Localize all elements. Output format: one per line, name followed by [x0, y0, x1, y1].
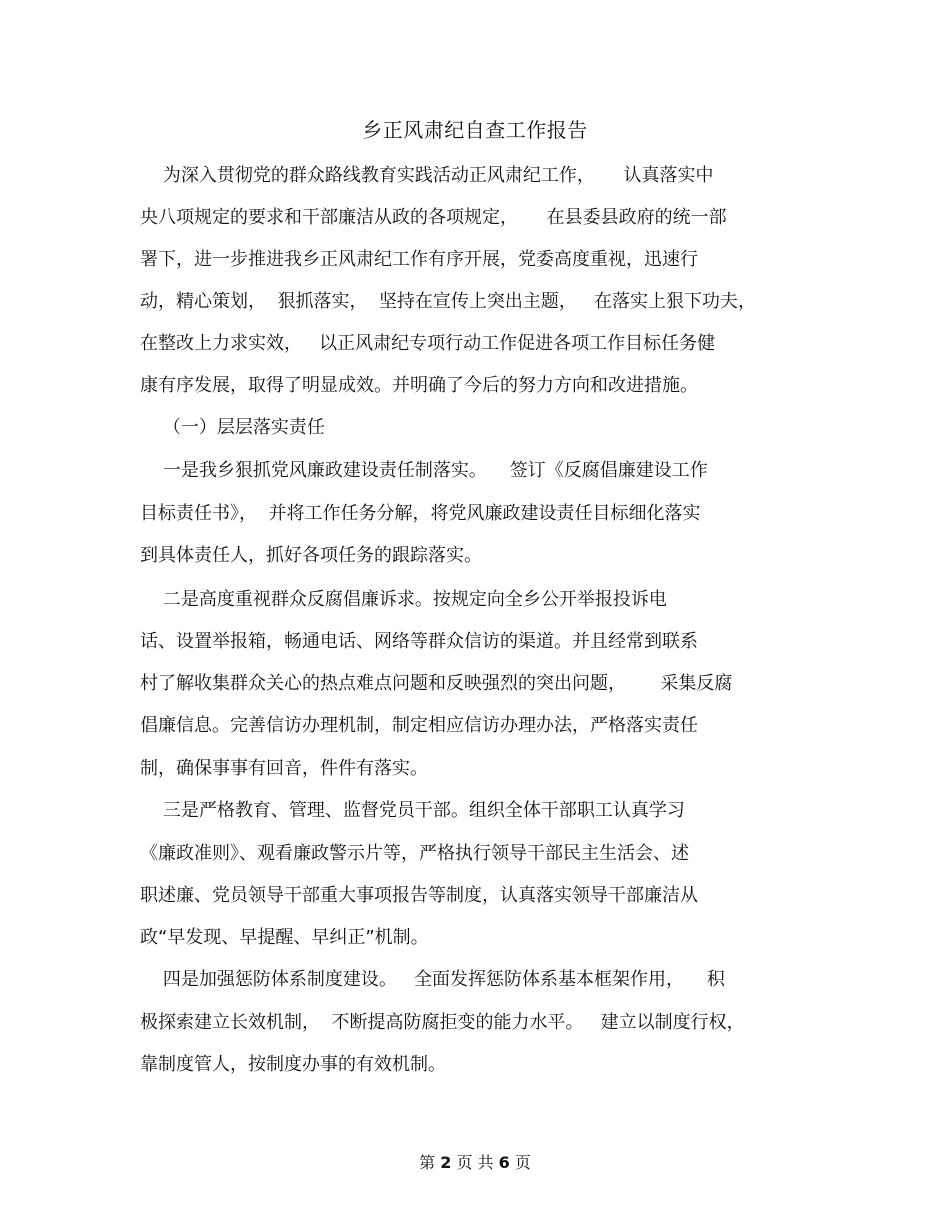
paragraph-line: 到具体责任人，抓好各项任务的跟踪落实。 — [140, 545, 482, 566]
paragraph-line: 政“早发现、早提醒、早纠正”机制。 — [140, 927, 429, 948]
paragraph-line: 制，确保事事有回音，件件有落实。 — [140, 758, 428, 779]
paragraph-line: 央八项规定的要求和干部廉洁从政的各项规定， 在县委县政府的统一部 — [140, 207, 727, 228]
paragraph-line: 话、设置举报箱，畅通电话、网络等群众信访的渠道。并且经常到联系 — [140, 631, 698, 652]
page-title: 乡正风肃纪自查工作报告 — [362, 118, 588, 142]
paragraph-line: 二是高度重视群众反腐倡廉诉求。按规定向全乡公开举报投诉电 — [140, 589, 667, 610]
paragraph-line: 为深入贯彻党的群众路线教育实践活动正风肃纪工作， 认真落实中 — [140, 165, 714, 186]
current-page-number: 2 — [440, 1153, 452, 1172]
paragraph-line: 《廉政准则》、观看廉政警示片等，严格执行领导干部民主生活会、述 — [140, 843, 689, 864]
footer-mid: 页 共 — [451, 1153, 499, 1172]
paragraph-line: 村了解收集群众关心的热点难点问题和反映强烈的突出问题， 采集反腐 — [140, 673, 733, 694]
footer-suffix: 页 — [509, 1153, 531, 1172]
paragraph-line: 极探索建立长效机制， 不断提高防腐拒变的能力水平。 建立以制度行权， — [140, 1012, 745, 1033]
paragraph-line: 倡廉信息。完善信访办理机制，制定相应信访办理办法，严格落实责任 — [140, 715, 698, 736]
paragraph-line: 四是加强惩防体系制度建设。 全面发挥惩防体系基本框架作用， 积 — [140, 969, 725, 990]
paragraph-line: 署下，进一步推进我乡正风肃纪工作有序开展，党委高度重视，迅速行 — [140, 249, 698, 270]
footer-prefix: 第 — [419, 1153, 441, 1172]
section-heading: （一）层层落实责任 — [140, 417, 325, 438]
total-page-count: 6 — [498, 1153, 510, 1172]
paragraph-line: 在整改上力求实效， 以正风肃纪专项行动工作促进各项工作目标任务健 — [140, 333, 716, 354]
paragraph-line: 职述廉、党员领导干部重大事项报告等制度，认真落实领导干部廉洁从 — [140, 885, 698, 906]
paragraph-line: 康有序发展，取得了明显成效。并明确了今后的努力方向和改进措施。 — [140, 375, 698, 396]
paragraph-line: 一是我乡狠抓党风廉政建设责任制落实。 签订《反腐倡廉建设工作 — [140, 460, 708, 481]
page-footer — [0, 1151, 950, 1175]
paragraph-line: 动，精心策划， 狠抓落实， 坚持在宣传上突出主题， 在落实上狠下功夫， — [140, 291, 757, 312]
paragraph-line: 目标责任书》， 并将工作任务分解，将党风廉政建设责任目标细化落实 — [140, 503, 701, 524]
paragraph-line: 靠制度管人，按制度办事的有效机制。 — [140, 1054, 446, 1075]
paragraph-line: 三是严格教育、管理、监督党员干部。组织全体干部职工认真学习 — [140, 800, 685, 821]
